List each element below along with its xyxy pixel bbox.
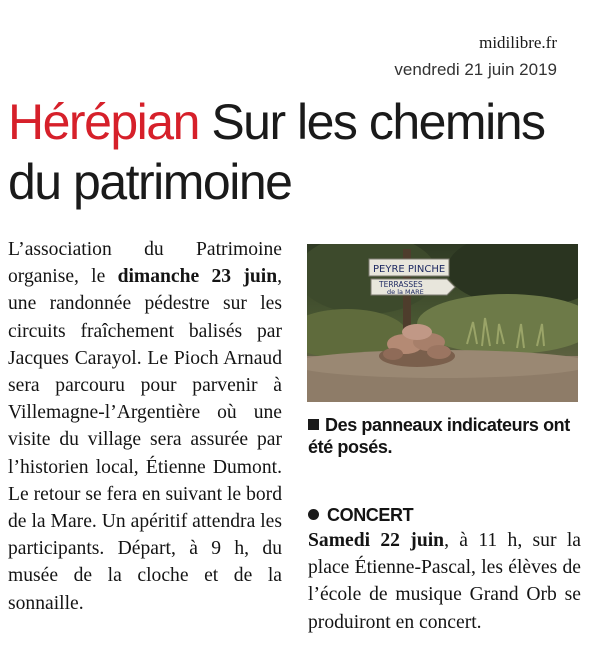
sign-bottom-text-2: de la MARE — [387, 288, 424, 296]
article-date-bold: dimanche 23 juin — [117, 266, 278, 288]
article-paragraph — [8, 236, 282, 617]
square-bullet-icon — [308, 419, 319, 430]
article-body — [8, 236, 282, 617]
concert-heading — [308, 505, 413, 526]
concert-title-text: CONCERT — [327, 505, 414, 525]
headline-place: Hérépian — [8, 94, 199, 150]
photo-caption — [308, 414, 583, 458]
caption-text: Des panneaux indicateurs ont été posés. — [308, 415, 570, 457]
publication-date: vendredi 21 juin 2019 — [394, 60, 557, 79]
sign-top-text: PEYRE PINCHE — [373, 264, 446, 275]
headline — [8, 92, 588, 212]
article-photo — [307, 244, 578, 402]
sign-bottom-text-1: TERRASSES — [379, 280, 423, 289]
article-rest: , une randonnée pédestre sur les circuits fraîchement balisés par Jacques Carayol. Le Pioch Arnaud sera parcouru pour parvenir à Villemagne-l’Argentière où une visite du village sera assurée par l’historien local, Étienne Dumont. Le retour se fera en suivant le bord de la Mare. Un apéritif attendra les participants. Départ, à 9 h, du musée de la cloche et de la sonnaille. — [8, 266, 282, 614]
source-label: midilibre.fr — [479, 33, 557, 52]
concert-date-bold: Samedi 22 juin — [308, 530, 445, 551]
article-intro: L’association du Patrimoine organise, le — [8, 239, 282, 288]
signpost-photo — [307, 244, 578, 402]
bullet-icon — [308, 509, 319, 520]
concert-paragraph — [308, 527, 581, 636]
concert-body-text: , à 11 h, sur la place Étienne-Pascal, les élèves de l’école de musique Grand Orb se produiront en concert. — [308, 530, 581, 633]
headline-title: Sur les chemins du patrimoine — [8, 94, 545, 210]
